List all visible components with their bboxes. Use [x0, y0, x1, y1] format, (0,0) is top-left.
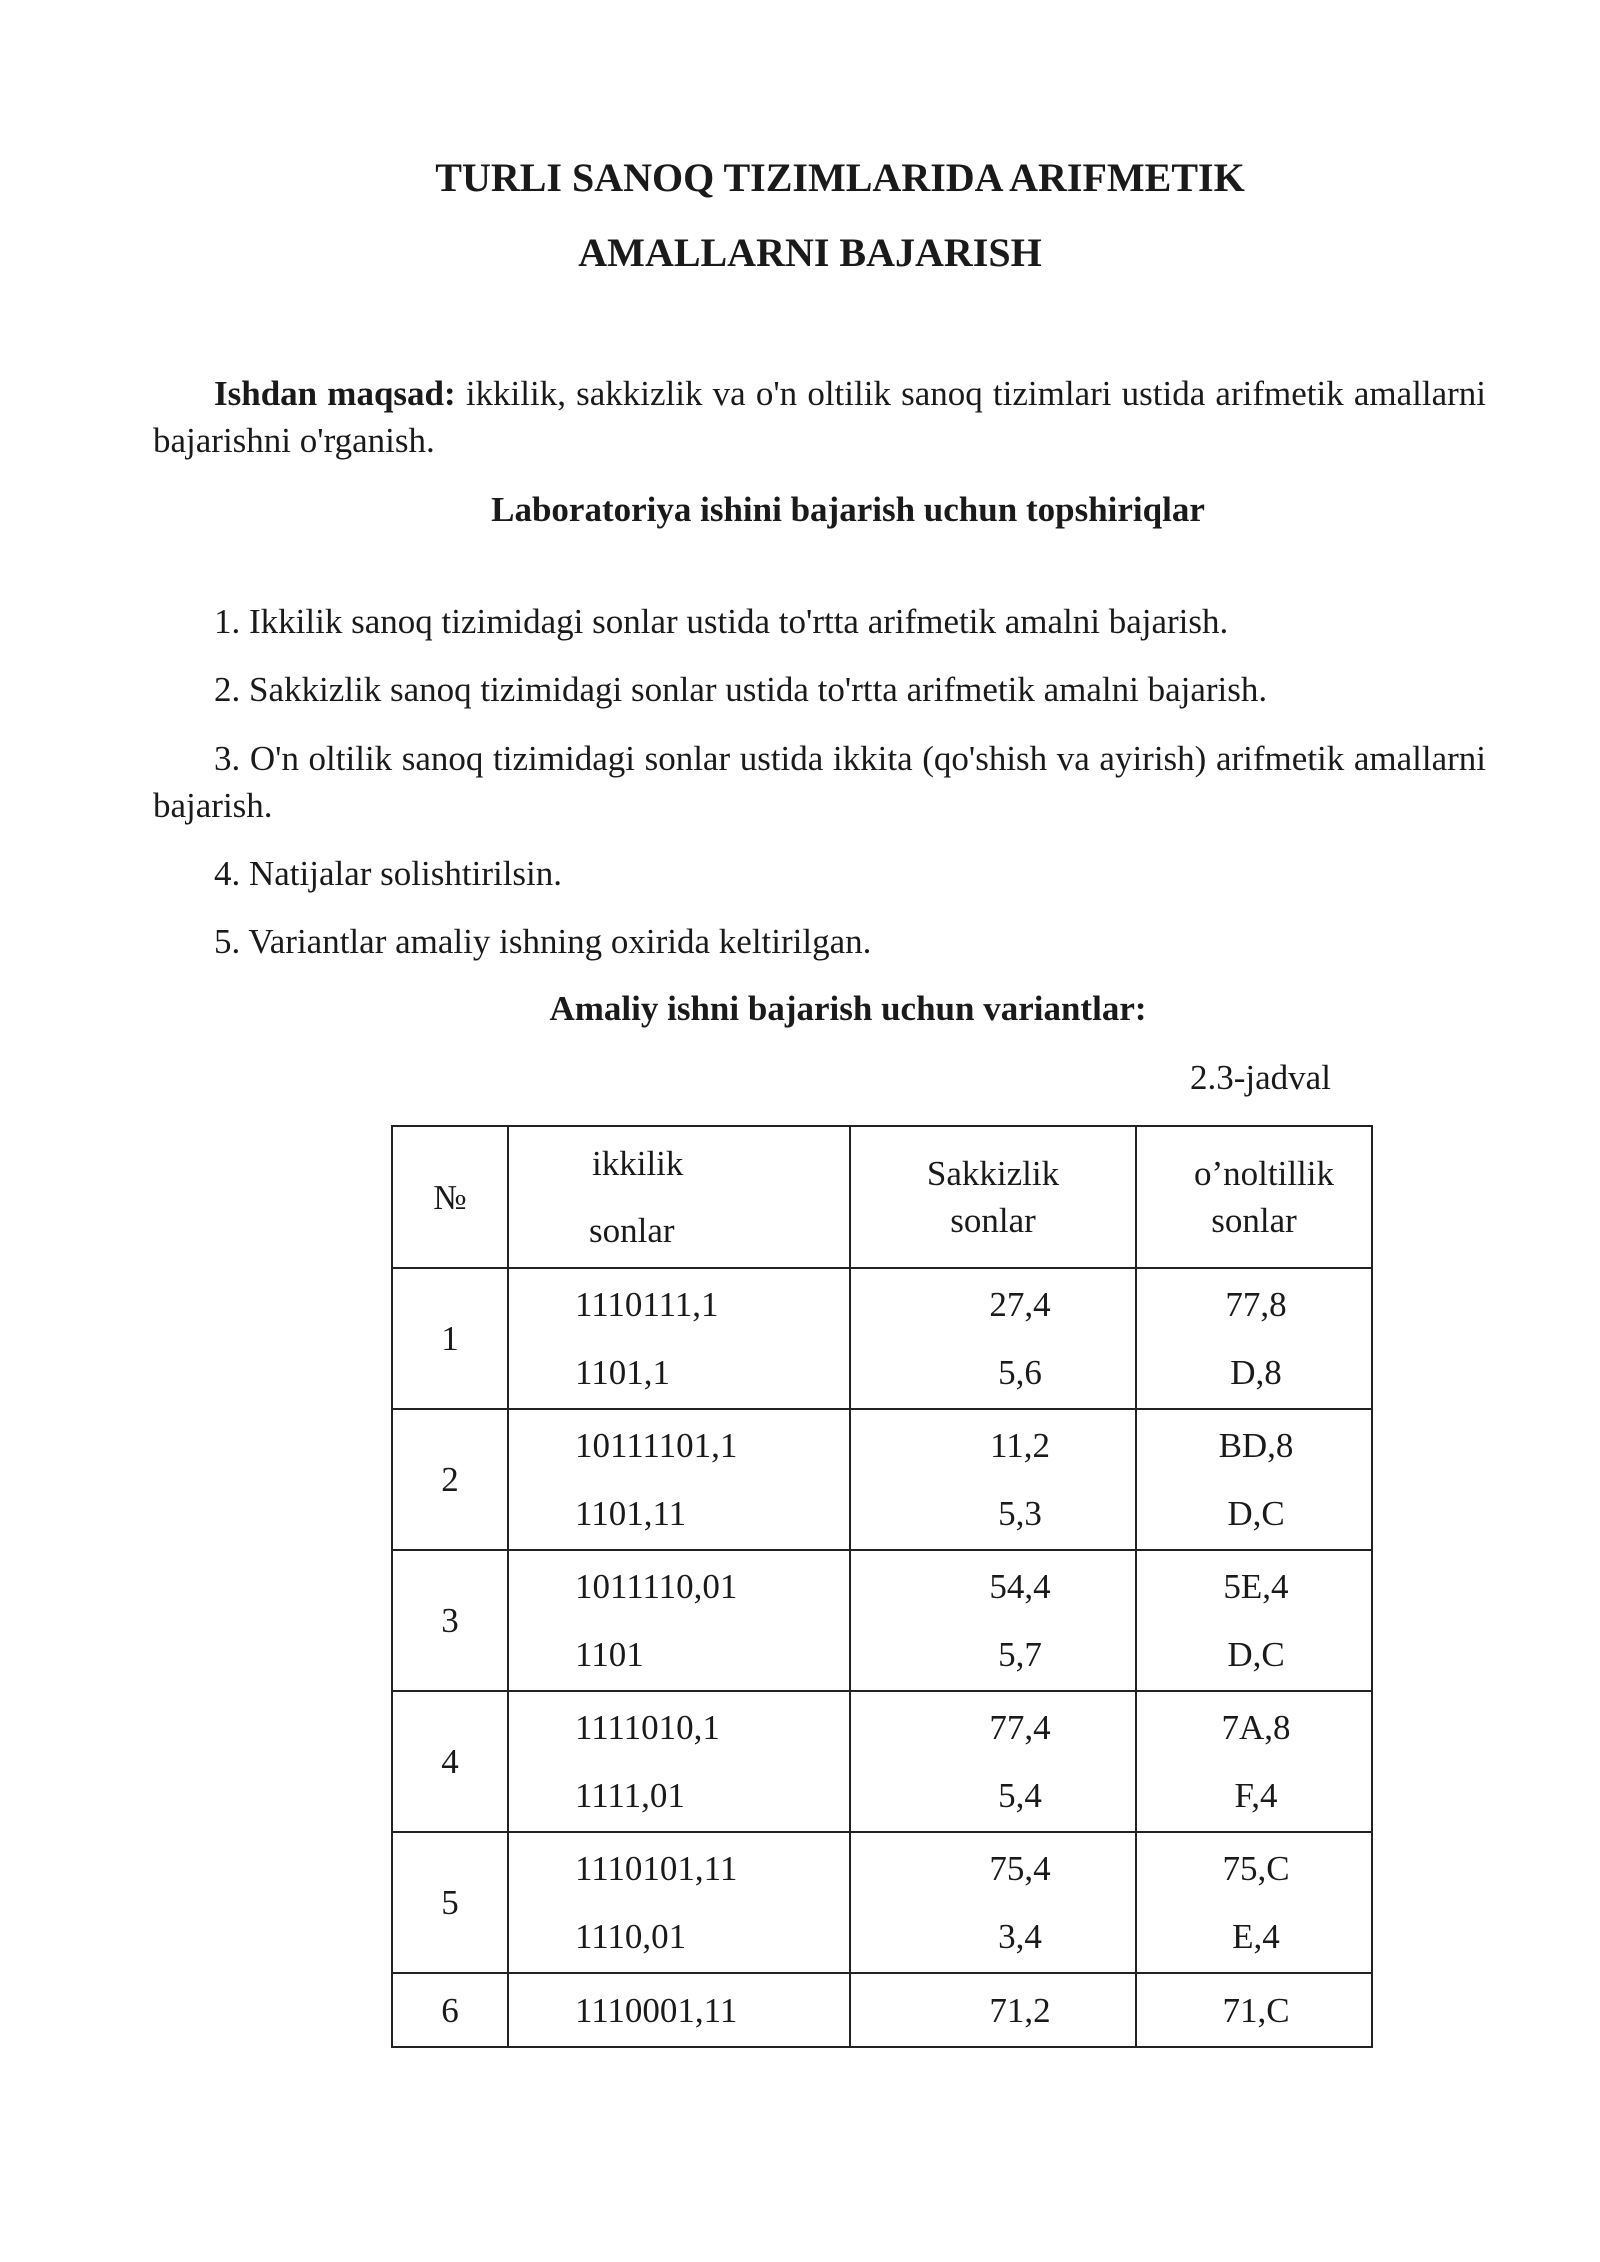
octal-value: 54,4	[989, 1567, 1051, 1606]
row-number: 3	[392, 1550, 508, 1691]
binary-value: 1110101,11	[575, 1849, 738, 1888]
document-title-line-1: TURLI SANOQ TIZIMLARIDA ARIFMETIK	[435, 155, 1245, 200]
octal-value: 5,4	[998, 1776, 1042, 1815]
task-item-3: 3. O'n oltilik sanoq tizimidagi sonlar ustida ikkita (qo'shish va ayirish) arifmetik amallarni bajarish.	[153, 739, 1486, 825]
hex-cell	[1136, 1973, 1372, 2047]
hex-cell	[1136, 1409, 1372, 1550]
header-binary	[508, 1126, 850, 1268]
header-octal	[850, 1126, 1136, 1268]
octal-value: 3,4	[998, 1917, 1042, 1956]
binary-cell	[508, 1973, 850, 2047]
goal-label: Ishdan maqsad:	[214, 374, 456, 413]
octal-value: 5,3	[998, 1494, 1042, 1533]
octal-value: 77,4	[989, 1708, 1051, 1747]
hex-value: 5E,4	[1223, 1567, 1289, 1606]
binary-cell	[508, 1832, 850, 1973]
binary-value: 1011110,01	[575, 1567, 738, 1606]
task-item-1: 1. Ikkilik sanoq tizimidagi sonlar ustida to'rtta arifmetik amalni bajarish.	[214, 602, 1229, 641]
hex-value: D,C	[1227, 1494, 1285, 1533]
octal-value: 27,4	[989, 1285, 1051, 1324]
hex-cell	[1136, 1832, 1372, 1973]
octal-value: 75,4	[989, 1849, 1051, 1888]
header-octal-line-2: sonlar	[950, 1201, 1036, 1240]
hex-cell	[1136, 1268, 1372, 1409]
row-number: 5	[392, 1832, 508, 1973]
binary-value: 1110111,1	[575, 1285, 719, 1324]
header-number: №	[392, 1126, 508, 1268]
task-item-4: 4. Natijalar solishtirilsin.	[214, 854, 563, 893]
header-octal-line-1: Sakkizlik	[926, 1154, 1060, 1193]
octal-value: 5,6	[998, 1353, 1042, 1392]
table-row	[392, 1973, 1372, 2047]
octal-cell	[850, 1973, 1136, 2047]
hex-value: 75,C	[1222, 1849, 1290, 1888]
hex-value: BD,8	[1218, 1426, 1294, 1465]
binary-cell	[508, 1409, 850, 1550]
table-row	[392, 1550, 1372, 1691]
goal-text: ikkilik, sakkizlik va o'n oltilik sanoq tizimlari ustida arifmetik amallarni bajarishni o'rganish.	[153, 374, 1487, 460]
hex-value: F,4	[1234, 1776, 1278, 1815]
binary-value: 1110,01	[575, 1917, 687, 1956]
header-hex-line-1: o’noltillik	[1194, 1154, 1334, 1193]
binary-value: 1110001,11	[575, 1990, 738, 2030]
row-number: 4	[392, 1691, 508, 1832]
binary-value: 1101,11	[575, 1494, 687, 1533]
hex-value: 71,C	[1222, 1990, 1290, 2030]
table-header-row	[392, 1126, 1372, 1268]
binary-value: 1111,01	[575, 1776, 685, 1815]
octal-cell	[850, 1550, 1136, 1691]
table-row	[392, 1409, 1372, 1550]
row-number: 2	[392, 1409, 508, 1550]
table-row	[392, 1268, 1372, 1409]
octal-value: 5,7	[998, 1635, 1042, 1674]
header-hex-line-2: sonlar	[1211, 1201, 1297, 1240]
binary-cell	[508, 1691, 850, 1832]
octal-cell	[850, 1832, 1136, 1973]
octal-cell	[850, 1691, 1136, 1832]
octal-cell	[850, 1409, 1136, 1550]
hex-value: 7A,8	[1221, 1708, 1291, 1747]
task-item-5: 5. Variantlar amaliy ishning oxirida keltirilgan.	[214, 922, 872, 961]
row-number: 6	[392, 1973, 508, 2047]
octal-value: 11,2	[990, 1426, 1050, 1465]
octal-value: 71,2	[989, 1990, 1051, 2030]
hex-cell	[1136, 1691, 1372, 1832]
hex-value: D,8	[1230, 1353, 1282, 1392]
header-binary-line-2: sonlar	[589, 1211, 675, 1250]
tasks-heading: Laboratoriya ishini bajarish uchun topshiriqlar	[491, 490, 1205, 529]
hex-value: D,C	[1227, 1635, 1285, 1674]
goal-paragraph	[153, 370, 1486, 464]
hex-value: 77,8	[1225, 1285, 1287, 1324]
binary-cell	[508, 1550, 850, 1691]
hex-value: E,4	[1232, 1917, 1280, 1956]
binary-value: 1101	[575, 1635, 644, 1674]
binary-cell	[508, 1268, 850, 1409]
row-number: 1	[392, 1268, 508, 1409]
binary-value: 1101,1	[575, 1353, 670, 1392]
octal-cell	[850, 1268, 1136, 1409]
document-title-line-2: AMALLARNI BAJARISH	[578, 230, 1042, 275]
table-row	[392, 1832, 1372, 1973]
table-row	[392, 1691, 1372, 1832]
binary-value: 1111010,1	[575, 1708, 720, 1747]
variants-heading: Amaliy ishni bajarish uchun variantlar:	[549, 989, 1147, 1028]
table-caption: 2.3-jadval	[1190, 1058, 1331, 1097]
header-hex	[1136, 1126, 1372, 1268]
header-binary-line-1: ikkilik	[592, 1144, 684, 1183]
task-item-2: 2. Sakkizlik sanoq tizimidagi sonlar ustida to'rtta arifmetik amalni bajarish.	[214, 670, 1268, 709]
variants-table	[391, 1125, 1373, 2048]
hex-cell	[1136, 1550, 1372, 1691]
binary-value: 10111101,1	[575, 1426, 738, 1465]
